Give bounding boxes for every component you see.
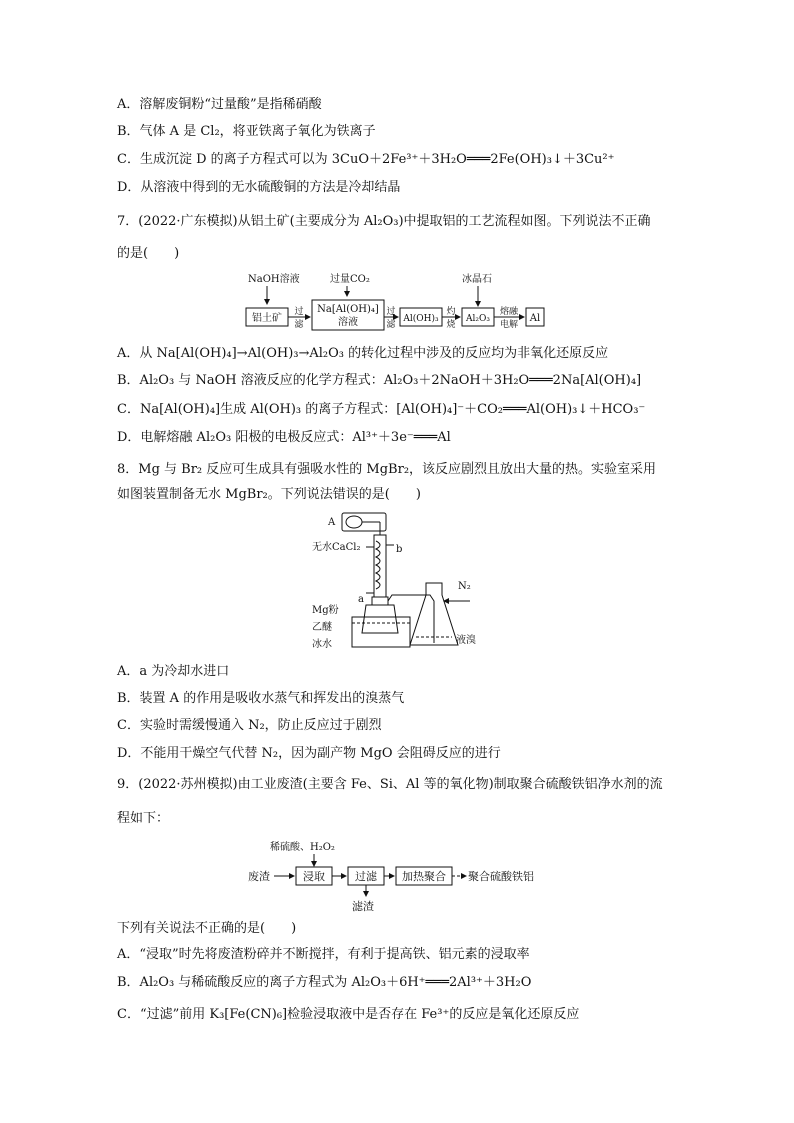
q9-box-filter: 过滤 bbox=[355, 870, 377, 883]
q9-flowchart bbox=[246, 836, 566, 916]
q8-label-ice-water: 冰水 bbox=[312, 639, 332, 650]
q9-option-a: A．“浸取”时先将废渣粉碎并不断搅拌，有利于提高铁、铝元素的浸取率 bbox=[117, 947, 530, 962]
q7-option-b: B．Al₂O₃ 与 NaOH 溶液反应的化学方程式：Al₂O₃＋2NaOH＋3H₂O═══2Na[Al(OH)₄] bbox=[117, 373, 642, 388]
q7-box-al2o3: Al₂O₃ bbox=[466, 314, 490, 324]
q7-op3-bottom: 烧 bbox=[446, 320, 456, 330]
q7-box-bauxite: 铝土矿 bbox=[252, 313, 282, 324]
q7-stem-line2: 的是( ) bbox=[117, 246, 180, 261]
q9-box-leach: 浸取 bbox=[303, 870, 325, 883]
q9-product: 聚合硫酸铁铝 bbox=[468, 870, 534, 883]
q7-op2-bottom: 滤 bbox=[386, 320, 396, 330]
q9-stem-line2: 程如下： bbox=[117, 811, 170, 826]
q9-question-lead: 下列有关说法不正确的是( ) bbox=[117, 921, 297, 936]
q7-option-d: D．电解熔融 Al₂O₃ 阳极的电极反应式：Al³⁺＋3e⁻═══Al bbox=[117, 430, 451, 445]
q7-box-aloh3: Al(OH)₃ bbox=[403, 314, 439, 324]
q9-stem-line1: 9．(2022·苏州模拟)由工业废渣(主要含 Fe、Si、Al 等的氧化物)制取聚合硫酸铁铝净水剂的流 bbox=[117, 777, 663, 792]
q8-label-a-inlet: a bbox=[358, 594, 364, 605]
q9-option-c: C．“过滤”前用 K₃[Fe(CN)₆]检验浸取液中是否存在 Fe³⁺的反应是氧化还原反应 bbox=[117, 1007, 580, 1022]
q8-apparatus bbox=[310, 505, 500, 655]
q6-option-a: A．溶解废铜粉“过量酸”是指稀硝酸 bbox=[117, 97, 322, 112]
q8-option-c: C．实验时需缓慢通入 N₂，防止反应过于剧烈 bbox=[117, 718, 382, 733]
q7-op1-top: 过 bbox=[294, 307, 304, 317]
q8-option-d: D．不能用干燥空气代替 N₂，因为副产物 MgO 会阻碍反应的进行 bbox=[117, 746, 501, 761]
q7-box-al: Al bbox=[529, 313, 541, 324]
q9-box-polymerize: 加热聚合 bbox=[402, 870, 446, 883]
q8-label-ether: 乙醚 bbox=[312, 622, 332, 633]
q8-stem-line2: 如图装置制备无水 MgBr₂。下列说法错误的是( ) bbox=[117, 487, 421, 502]
q8-label-mg: Mg粉 bbox=[312, 605, 339, 616]
q7-op4-top: 熔融 bbox=[499, 307, 519, 317]
q7-op3-top: 灼 bbox=[446, 307, 456, 317]
q7-option-c: C．Na[Al(OH)₄]生成 Al(OH)₃ 的离子方程式：[Al(OH)₄]⁻＋CO₂═══Al(OH)₃↓＋HCO₃⁻ bbox=[117, 402, 646, 417]
q6-option-b: B．气体 A 是 Cl₂，将亚铁离子氧化为铁离子 bbox=[117, 124, 376, 139]
q7-stem-line1: 7．(2022·广东模拟)从铝土矿(主要成分为 Al₂O₃)中提取铝的工艺流程如图。下列说法不正确 bbox=[117, 214, 651, 229]
q7-box-naaloh4: Na[Al(OH)₄] bbox=[317, 304, 379, 315]
q9-start-waste: 废渣 bbox=[248, 870, 270, 883]
q6-option-c: C．生成沉淀 D 的离子方程式可以为 3CuO＋2Fe³⁺＋3H₂O═══2Fe(OH)₃↓＋3Cu²⁺ bbox=[117, 152, 615, 167]
q8-stem-line1: 8．Mg 与 Br₂ 反应可生成具有强吸水性的 MgBr₂，该反应剧烈且放出大量的热。实验室采用 bbox=[117, 462, 657, 477]
q9-residue: 滤渣 bbox=[352, 900, 374, 913]
q7-option-a: A．从 Na[Al(OH)₄]→Al(OH)₃→Al₂O₃ 的转化过程中涉及的反应均为非氧化还原反应 bbox=[117, 346, 609, 361]
q8-option-b: B．装置 A 的作用是吸收水蒸气和挥发出的溴蒸气 bbox=[117, 691, 405, 706]
q8-label-n2: N₂ bbox=[458, 581, 471, 592]
q9-option-b: B．Al₂O₃ 与稀硫酸反应的离子方程式为 Al₂O₃＋6H⁺═══2Al³⁺＋3H₂O bbox=[117, 975, 532, 990]
q8-label-b: b bbox=[396, 544, 403, 555]
q7-op4-bottom: 电解 bbox=[499, 320, 519, 330]
q9-reagent: 稀硫酸、H₂O₂ bbox=[270, 842, 335, 853]
q7-reagent-cryolite: 冰晶石 bbox=[462, 274, 492, 285]
q7-reagent-co2: 过量CO₂ bbox=[330, 274, 370, 285]
q7-op1-bottom: 滤 bbox=[294, 320, 304, 330]
q6-option-d: D．从溶液中得到的无水硫酸铜的方法是冷却结晶 bbox=[117, 180, 401, 195]
q7-reagent-naoh: NaOH溶液 bbox=[248, 274, 300, 285]
q8-label-a-device: A bbox=[328, 517, 336, 528]
q7-op2-top: 过 bbox=[386, 307, 396, 317]
q8-label-liquid-bromine: 液溴 bbox=[456, 635, 476, 646]
q7-flowchart bbox=[240, 268, 560, 334]
q8-option-a: A．a 为冷却水进口 bbox=[117, 664, 230, 679]
q8-label-cacl2: 无水CaCl₂ bbox=[312, 542, 361, 553]
q7-box-solution: 溶液 bbox=[338, 317, 358, 328]
